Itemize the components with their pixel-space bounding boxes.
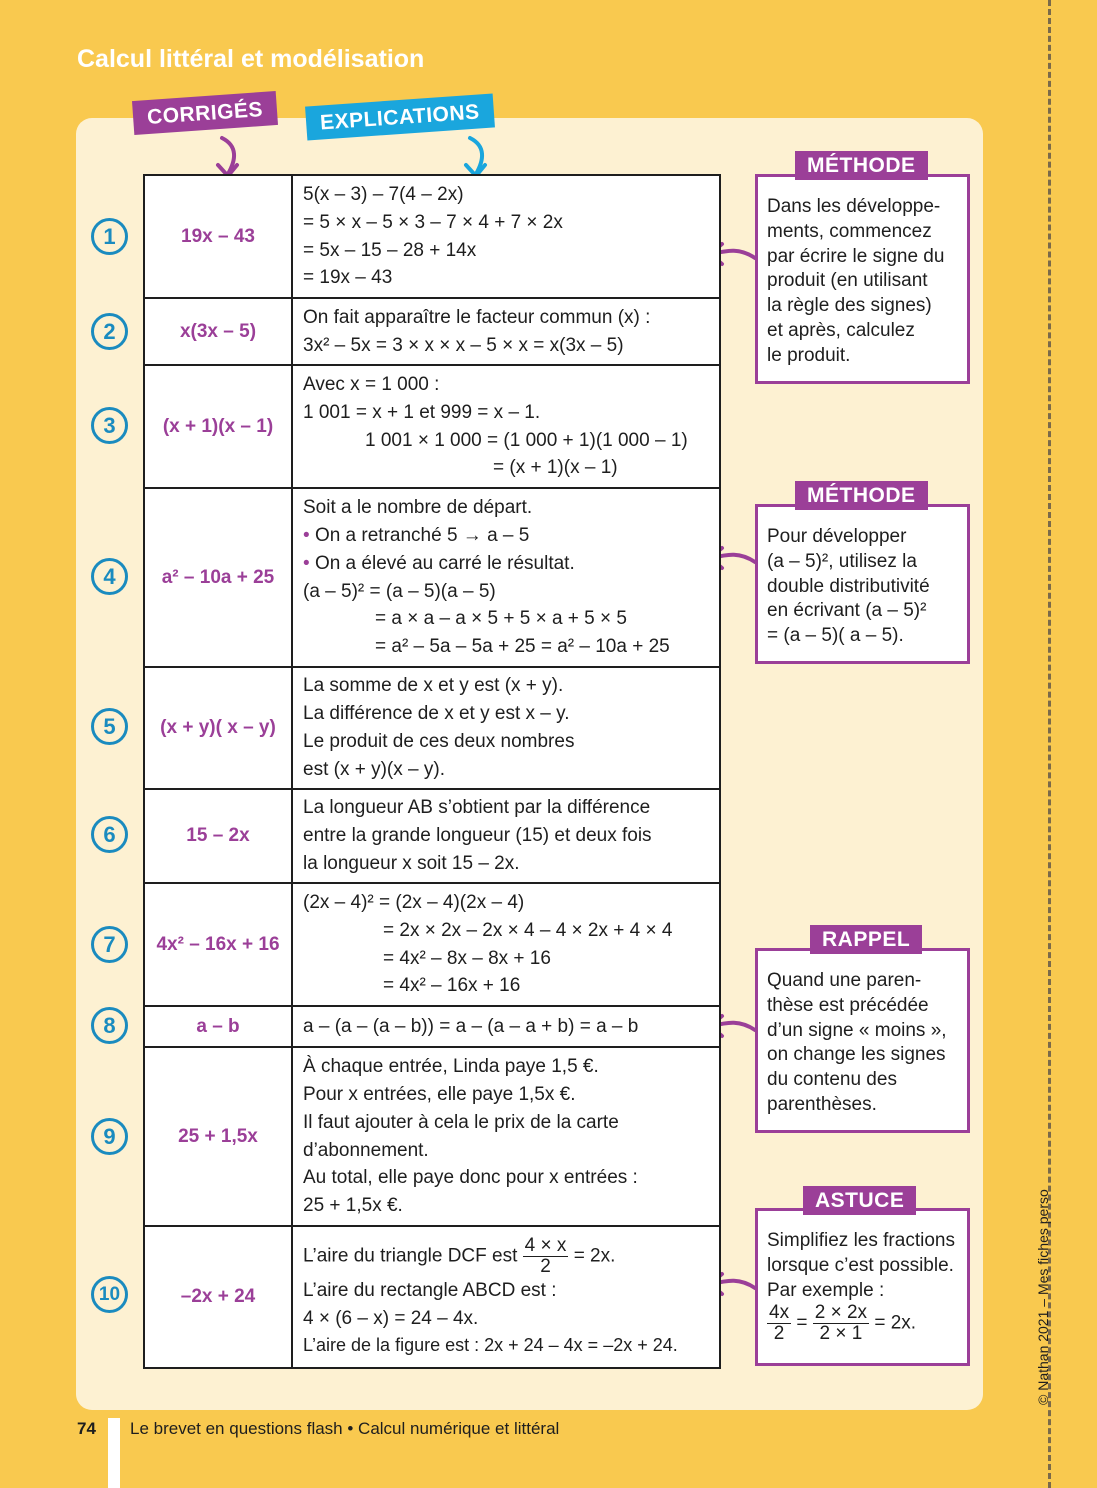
table-row (144, 365, 720, 488)
row-number: 9 (91, 1118, 128, 1155)
box-text-line: ments, commencez (767, 220, 932, 242)
corriges-ribbon: CORRIGÉS (132, 91, 278, 135)
explanation-line: L’aire du rectangle ABCD est : (303, 1279, 557, 1301)
fraction-denominator: 2 (773, 1323, 785, 1345)
explanation-line: La somme de x et y est (x + y). (303, 675, 564, 697)
box-text-line: et après, calculez (767, 319, 915, 341)
box-fraction-line (767, 1303, 959, 1344)
footer-divider (108, 1418, 120, 1488)
explanation-line: L’aire du triangle DCF est (303, 1245, 518, 1267)
fraction-denominator: 2 × 1 (819, 1323, 863, 1345)
explanation-cell (292, 1047, 720, 1226)
explications-arrow-icon (466, 138, 485, 176)
explanation-line: La longueur AB s’obtient par la différence (303, 797, 651, 819)
box-text-line: le produit. (767, 344, 851, 366)
explanation-line: = 5 × x – 5 × 3 – 7 × 4 + 7 × 2x (303, 211, 563, 233)
row-number: 5 (91, 708, 128, 745)
fraction-denominator: 2 (540, 1255, 551, 1277)
explanation-line: 1 001 × 1 000 = (1 000 + 1)(1 000 – 1) (365, 429, 688, 451)
answer-cell: a – b (144, 1006, 292, 1047)
explanation-line: On fait apparaître le facteur commun (x) : (303, 306, 651, 328)
fraction (767, 1303, 791, 1344)
table-row (144, 175, 720, 298)
fraction-numerator: 4 × x (524, 1234, 567, 1256)
explanation-line: la longueur x soit 15 – 2x. (303, 852, 520, 874)
row-number: 3 (91, 407, 128, 444)
answer-cell: 19x – 43 (144, 175, 292, 298)
fraction-result: = 2x. (874, 1312, 917, 1334)
row-number: 4 (91, 558, 128, 595)
fraction (813, 1303, 869, 1344)
explanation-cell (292, 175, 720, 298)
explanation-line: = 4x² – 8x – 8x + 16 (383, 947, 551, 969)
corrections-table (143, 174, 721, 1369)
explanation-line: (a – 5)² = (a – 5)(a – 5) (303, 580, 496, 602)
explanation-line: = 4x² – 16x + 16 (383, 975, 521, 997)
page-number: 74 (77, 1419, 96, 1438)
box-text-line: la règle des signes) (767, 295, 932, 317)
row-number: 2 (91, 313, 128, 350)
explanation-line: d’abonnement. (303, 1139, 429, 1161)
bullet-icon: • (303, 552, 315, 574)
rappel-box (755, 948, 970, 1133)
box-text-line: produit (en utilisant (767, 270, 928, 292)
box-text-line: double distributivité (767, 575, 930, 597)
bullet-line (303, 550, 711, 578)
explanation-line: 4 × (6 – x) = 24 – 4x. (303, 1307, 479, 1329)
explanation-line: Il faut ajouter à cela le prix de la carte (303, 1111, 619, 1133)
explanation-cell (292, 1226, 720, 1368)
corriges-arrow-icon (218, 138, 237, 176)
explanation-fraction-line (303, 1234, 711, 1277)
explanation-line: 5(x – 3) – 7(4 – 2x) (303, 183, 464, 205)
fraction-numerator: 4x (769, 1302, 790, 1324)
explanation-line: entre la grande longueur (15) et deux fois (303, 825, 652, 847)
box-text-line: du contenu des (767, 1069, 897, 1091)
methode-box (755, 174, 970, 384)
explanation-line: = a × a – a × 5 + 5 × a + 5 × 5 (375, 608, 627, 630)
explanation-line: On a élevé au carré le résultat. (314, 552, 575, 574)
bullet-line (303, 522, 711, 550)
explanation-cell (292, 789, 720, 883)
box-text-line: on change les signes (767, 1044, 946, 1066)
box-text-line: Simplifiez les fractions (767, 1230, 955, 1251)
box-text-line: Par exemple : (767, 1279, 885, 1301)
box-text-line: parenthèses. (767, 1093, 877, 1115)
fraction (523, 1236, 569, 1277)
explanation-line: On a retranché 5 → a – 5 (314, 524, 530, 546)
fraction-numerator: 2 × 2x (814, 1302, 868, 1324)
row-number: 10 (91, 1276, 128, 1313)
explanation-line: = 5x – 15 – 28 + 14x (303, 239, 477, 261)
explications-ribbon: EXPLICATIONS (305, 93, 495, 140)
box-text-line: en écrivant (a – 5)² (767, 600, 927, 622)
astuce-label: ASTUCE (803, 1186, 916, 1215)
table-row (144, 883, 720, 1006)
explanation-cell (292, 488, 720, 667)
box-text-line: thèse est précédée (767, 994, 929, 1016)
answer-cell: 15 – 2x (144, 789, 292, 883)
table-row (144, 1006, 720, 1047)
table-row (144, 298, 720, 365)
explanation-line: 25 + 1,5x €. (303, 1195, 403, 1217)
answer-cell: (x + 1)(x – 1) (144, 365, 292, 488)
explanation-cell (292, 298, 720, 365)
answer-cell: 4x² – 16x + 16 (144, 883, 292, 1006)
bullet-icon: • (303, 524, 315, 546)
explanation-line: 3x² – 5x = 3 × x × x – 5 × x = x(3x – 5) (303, 334, 624, 356)
row-number: 8 (91, 1007, 128, 1044)
box-text-line: par écrire le signe du (767, 245, 945, 267)
table-row (144, 488, 720, 667)
table-row (144, 1047, 720, 1226)
explanation-line: est (x + y)(x – y). (303, 758, 445, 780)
methode-box (755, 504, 970, 664)
answer-cell: 25 + 1,5x (144, 1047, 292, 1226)
explanation-line: L’aire de la figure est : 2x + 24 – 4x = –2x + 24. (303, 1335, 678, 1356)
methode-label: MÉTHODE (795, 481, 928, 510)
explanation-line: a – (a – (a – b)) = a – (a – a + b) = a – b (303, 1015, 639, 1037)
table-row (144, 789, 720, 883)
explanation-line: Pour x entrées, elle paye 1,5x €. (303, 1083, 576, 1105)
row-number: 1 (91, 218, 128, 255)
explanation-cell (292, 1006, 720, 1047)
methode-label: MÉTHODE (795, 151, 928, 180)
explanation-line: La différence de x et y est x – y. (303, 703, 570, 725)
page-title: Calcul littéral et modélisation (77, 45, 425, 73)
explanation-line: Au total, elle paye donc pour x entrées : (303, 1167, 638, 1189)
box-text-line: Quand une paren- (767, 970, 922, 991)
answer-cell: (x + y)( x – y) (144, 667, 292, 789)
rappel-label: RAPPEL (810, 925, 922, 954)
explanation-line: À chaque entrée, Linda paye 1,5 €. (303, 1056, 599, 1078)
astuce-box (755, 1208, 970, 1366)
box-text-line: = (a – 5)( a – 5). (767, 625, 904, 647)
explanation-line: Le produit de ces deux nombres (303, 731, 575, 752)
copyright: © Nathan 2021 – Mes fiches perso (1035, 1189, 1051, 1405)
box-text-line: Pour développer (767, 526, 907, 547)
explanation-line: = 2x × 2x – 2x × 4 – 4 × 2x + 4 × 4 (383, 919, 673, 941)
explanation-line: = 2x. (573, 1245, 616, 1267)
explanation-line: Avec x = 1 000 : (303, 373, 440, 395)
explanation-line: 1 001 = x + 1 et 999 = x – 1. (303, 401, 541, 423)
box-text-line: (a – 5)², utilisez la (767, 550, 917, 572)
row-number: 6 (91, 816, 128, 853)
box-text-line: Dans les développe- (767, 196, 941, 217)
box-text-line: d’un signe « moins », (767, 1019, 947, 1041)
explanation-cell (292, 883, 720, 1006)
answer-cell: –2x + 24 (144, 1226, 292, 1368)
explanation-line: = 19x – 43 (303, 267, 393, 289)
footer-text: Le brevet en questions flash • Calcul numérique et littéral (130, 1419, 560, 1438)
table-row (144, 1226, 720, 1368)
explanation-cell (292, 667, 720, 789)
equals-sign: = (796, 1312, 808, 1334)
explanation-line: = (x + 1)(x – 1) (493, 457, 618, 479)
explanation-cell (292, 365, 720, 488)
answer-cell: x(3x – 5) (144, 298, 292, 365)
box-text-line: lorsque c’est possible. (767, 1254, 954, 1276)
explanation-line: Soit a le nombre de départ. (303, 497, 533, 519)
answer-cell: a² – 10a + 25 (144, 488, 292, 667)
table-row (144, 667, 720, 789)
explanation-line: = a² – 5a – 5a + 25 = a² – 10a + 25 (375, 636, 670, 658)
explanation-line: (2x – 4)² = (2x – 4)(2x – 4) (303, 891, 525, 913)
row-number: 7 (91, 926, 128, 963)
